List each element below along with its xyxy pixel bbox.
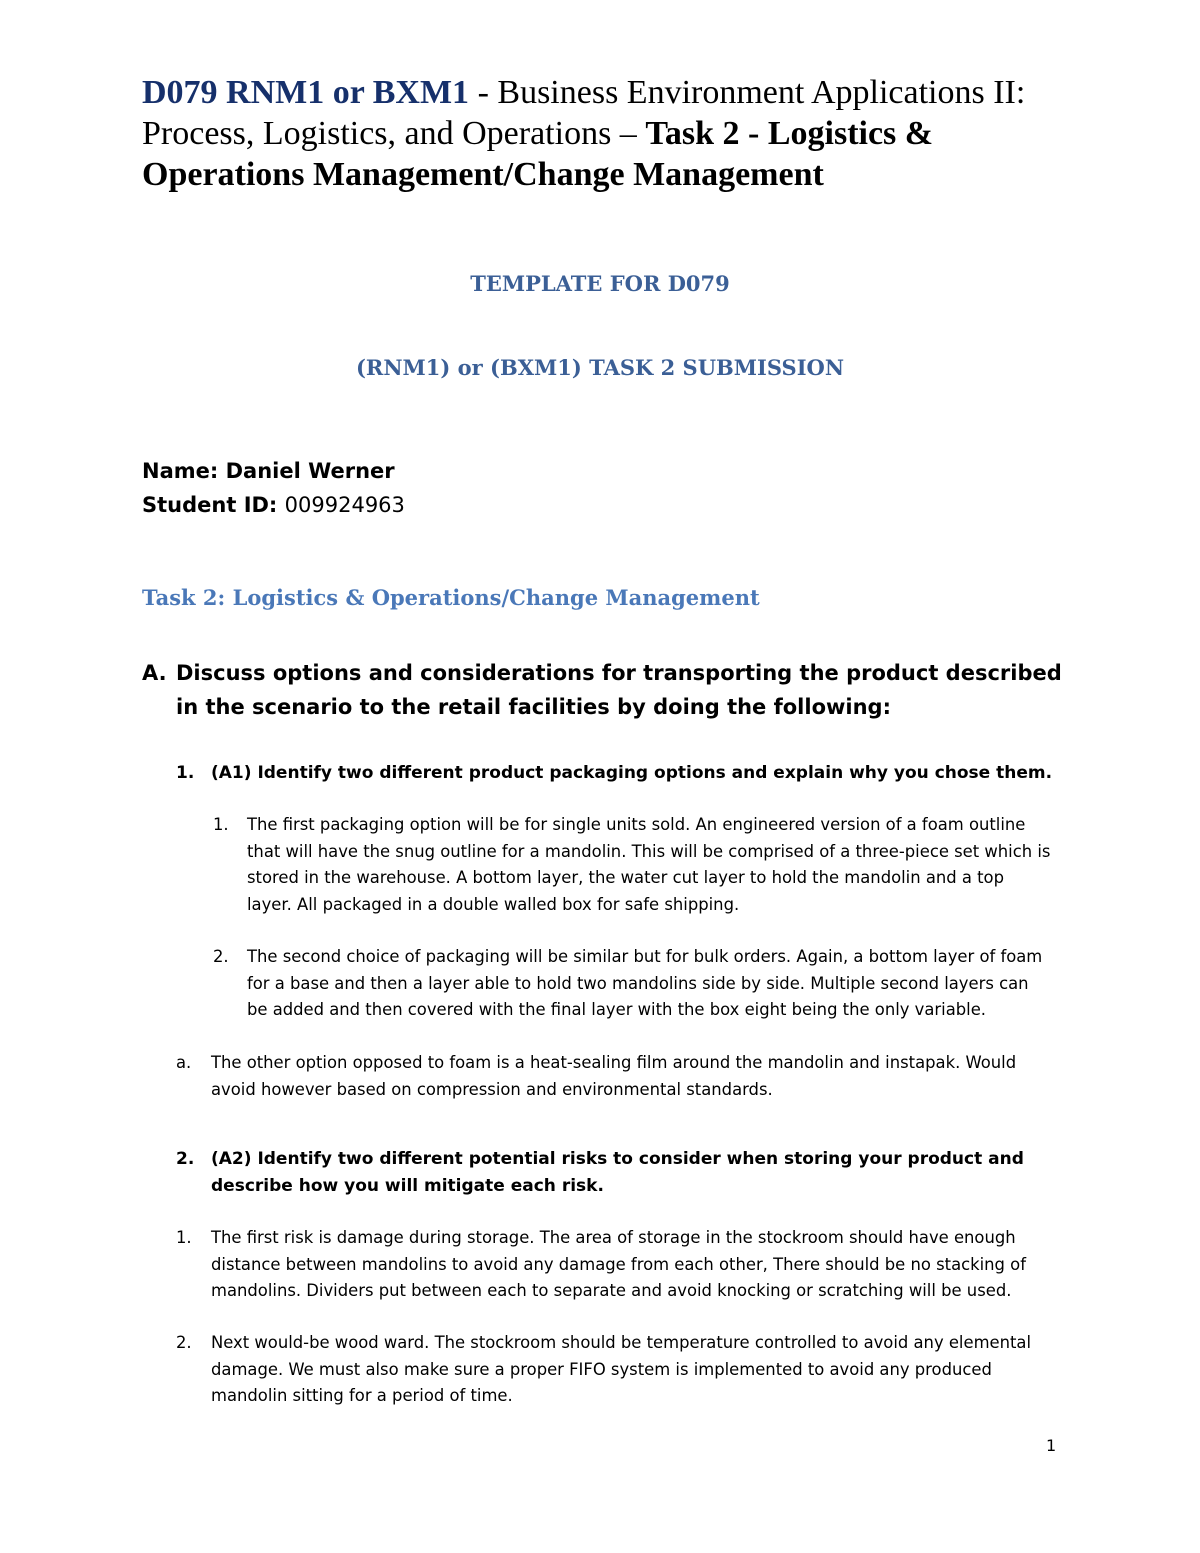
a2-heading: [176, 1146, 1051, 1199]
a2-item-1-text: The first risk is damage during storage. The area of storage in the stockroom should have enough distance between mandolins to avoid any damage from each other, There should be no stacking of mandolins. Dividers put between each to separate and avoid knocking or scratching will be used.: [211, 1228, 1026, 1300]
document-title: [142, 72, 1042, 195]
a2-item-1: [176, 1225, 1056, 1305]
section-a-marker: A.: [142, 661, 167, 685]
page-number: 1: [1046, 1436, 1057, 1455]
a1-item-1-marker: 1.: [213, 815, 229, 834]
a1-note-text: The other option opposed to foam is a heat-sealing film around the mandolin and instapak. Would avoid however based on compression and environmental standards.: [211, 1053, 1017, 1099]
a1-item-1: [213, 812, 1053, 918]
a1-item-2-text: The second choice of packaging will be similar but for bulk orders. Again, a bottom layer of foam for a base and then a layer able to hold two mandolins side by side. Multiple second layers can be added and then covered with the final layer with the box eight being the only variable.: [247, 947, 1043, 1019]
course-name: - Business Environment Applications II: Process, Logistics, and Operations –: [142, 74, 1026, 152]
a1-heading-text: (A1) Identify two different product packaging options and explain why you chose them.: [211, 763, 1053, 783]
a2-item-2: [176, 1330, 1056, 1410]
a1-marker: 1.: [176, 763, 195, 783]
a1-item-1-text: The first packaging option will be for single units sold. An engineered version of a foam outline that will have the snug outline for a mandolin. This will be comprised of a three-piece set which is stored in the warehouse. A bottom layer, the water cut layer to hold the mandolin and a top layer. All packaged in a double walled box for safe shipping.: [247, 815, 1051, 914]
a1-note: [176, 1050, 1051, 1103]
a2-item-1-marker: 1.: [176, 1228, 192, 1247]
a2-item-2-marker: 2.: [176, 1333, 192, 1352]
student-id-value: 009924963: [284, 493, 405, 517]
course-code: D079 RNM1 or BXM1: [142, 74, 470, 111]
student-id-label: Student ID:: [142, 493, 285, 517]
a1-note-marker: a.: [176, 1053, 192, 1072]
section-a-text: Discuss options and considerations for transporting the product described in the scenario to the retail facilities by doing the following:: [176, 661, 1062, 719]
name-value: Daniel Werner: [225, 459, 395, 483]
name-label: Name:: [142, 459, 226, 483]
a1-heading: [176, 760, 1056, 787]
section-a-heading: [142, 656, 1082, 724]
student-name-line: [142, 459, 395, 483]
a1-item-2: [213, 944, 1053, 1024]
student-id-line: [142, 493, 405, 517]
submission-heading: (RNM1) or (BXM1) TASK 2 SUBMISSION: [355, 355, 845, 380]
a2-item-2-text: Next would-be wood ward. The stockroom should be temperature controlled to avoid any elemental damage. We must also make sure a proper FIFO system is implemented to avoid any produced mandolin sitting for a period of time.: [211, 1333, 1032, 1405]
a2-marker: 2.: [176, 1149, 195, 1169]
template-heading: TEMPLATE FOR D079: [470, 271, 730, 296]
task-heading: Task 2: Logistics & Operations/Change Management: [142, 585, 760, 610]
a2-heading-text: (A2) Identify two different potential risks to consider when storing your product and describe how you will mitigate each risk.: [211, 1149, 1024, 1196]
a1-item-2-marker: 2.: [213, 947, 229, 966]
task-label: Task 2 - Logistics & Operations Management/Change Management: [142, 115, 934, 193]
